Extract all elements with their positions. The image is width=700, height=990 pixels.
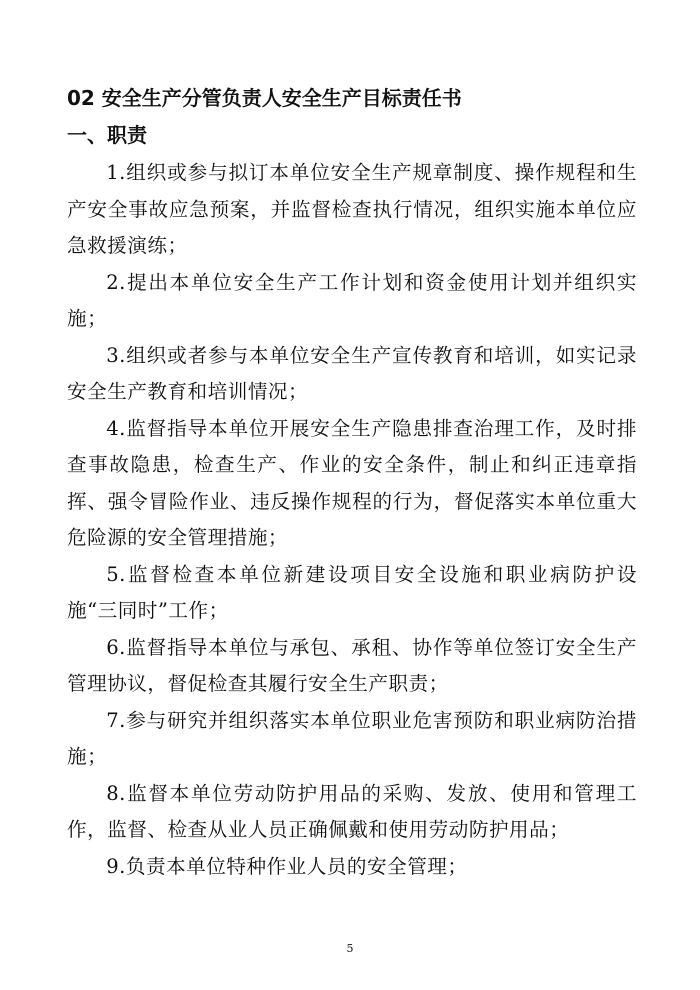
duty-item-4: 4.监督指导本单位开展安全生产隐患排查治理工作，及时排查事故隐患，检查生产、作业的安全条件，制止和纠正违章指挥、强令冒险作业、违反操作规程的行为，督促落实本单位重大危险源的安全管理措施； — [67, 416, 637, 549]
duty-item-1: 1.组织或参与拟订本单位安全生产规章制度、操作规程和生产安全事故应急预案，并监督检查执行情况，组织实施本单位应急救援演练； — [67, 161, 637, 257]
duty-list — [67, 155, 637, 885]
duty-item-9: 9.负责本单位特种作业人员的安全管理； — [106, 854, 468, 878]
page-number: 5 — [346, 942, 354, 955]
duty-item-7: 7.参与研究并组织落实本单位职业危害预防和职业病防治措施； — [67, 708, 637, 768]
duty-item-3: 3.组织或者参与本单位安全生产宣传教育和培训，如实记录安全生产教育和培训情况； — [67, 343, 637, 403]
section-heading: 一、职责 — [67, 123, 147, 147]
duty-item-5: 5.监督检查本单位新建设项目安全设施和职业病防护设施“三同时”工作； — [67, 562, 637, 622]
duty-item-8: 8.监督本单位劳动防护用品的采购、发放、使用和管理工作，监督、检查从业人员正确佩戴和使用劳动防护用品； — [67, 781, 637, 841]
document-title: 02 安全生产分管负责人安全生产目标责任书 — [67, 86, 462, 110]
duty-item-6: 6.监督指导本单位与承包、承租、协作等单位签订安全生产管理协议，督促检查其履行安全生产职责； — [67, 635, 637, 695]
duty-item-2: 2.提出本单位安全生产工作计划和资金使用计划并组织实施； — [67, 270, 637, 330]
